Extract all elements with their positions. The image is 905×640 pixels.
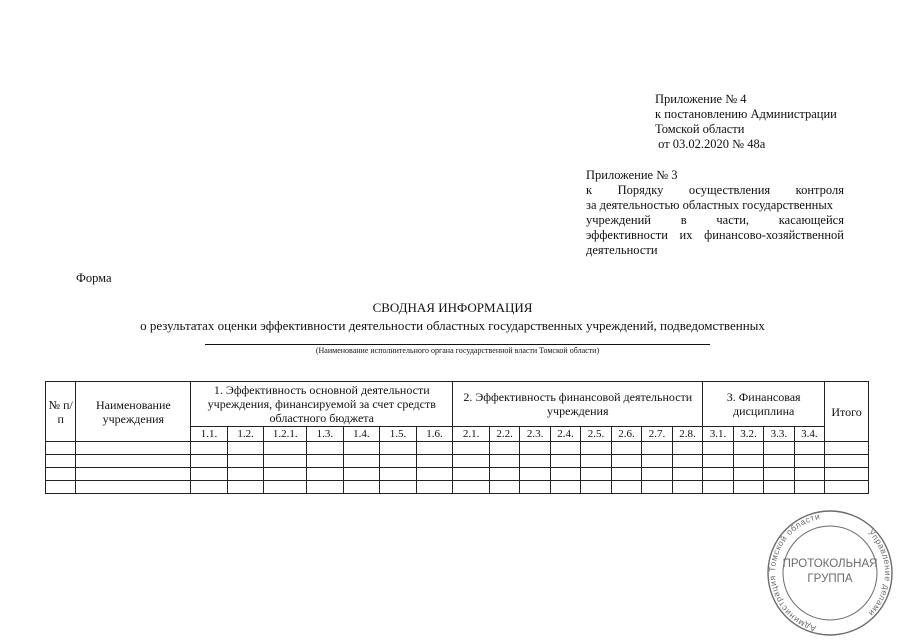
appendix-3-line: деятельности <box>586 243 658 257</box>
table-cell <box>264 468 307 481</box>
summary-table <box>45 381 869 494</box>
table-cell <box>227 481 264 494</box>
table-cell <box>550 455 580 468</box>
table-cell <box>611 442 641 455</box>
justified-word: к <box>586 183 593 197</box>
table-cell <box>380 468 417 481</box>
table-cell <box>672 481 703 494</box>
appendix-4-line: к постановлению Администрации <box>655 107 837 121</box>
table-cell <box>611 481 641 494</box>
justified-word: части, <box>716 213 750 227</box>
table-cell <box>733 468 763 481</box>
table-cell <box>380 442 417 455</box>
table-cell <box>825 455 869 468</box>
table-cell <box>794 481 825 494</box>
indicator-column-header: 1.2.1. <box>264 427 307 442</box>
table-cell <box>764 455 794 468</box>
indicator-column-header: 2.5. <box>581 427 611 442</box>
table-cell <box>416 442 453 455</box>
table-row <box>46 442 869 455</box>
indicator-column-header: 2.1. <box>453 427 490 442</box>
table-cell <box>46 442 76 455</box>
indicator-column-header: 1.1. <box>191 427 228 442</box>
indicator-column-header: 1.3. <box>307 427 344 442</box>
table-cell <box>191 481 228 494</box>
table-cell <box>307 442 344 455</box>
table-cell <box>642 481 672 494</box>
table-cell <box>550 468 580 481</box>
table-cell <box>672 468 703 481</box>
header-group-3: 3. Финансовая дисциплина <box>703 382 825 427</box>
table-cell <box>453 442 490 455</box>
justified-word: их <box>679 228 693 242</box>
table-cell <box>520 481 550 494</box>
table-cell <box>191 442 228 455</box>
indicator-column-header: 1.5. <box>380 427 417 442</box>
indicator-column-header: 3.4. <box>794 427 825 442</box>
table-cell <box>703 468 733 481</box>
table-cell <box>307 481 344 494</box>
table-cell <box>550 481 580 494</box>
table-cell <box>703 442 733 455</box>
table-cell <box>825 442 869 455</box>
table-cell <box>489 442 519 455</box>
justified-word: Порядку <box>617 183 664 197</box>
table-cell <box>343 455 380 468</box>
justified-word: касающейся <box>778 213 844 227</box>
table-cell <box>489 468 519 481</box>
indicator-column-header: 2.8. <box>672 427 703 442</box>
header-group-2: 2. Эффективность финансовой деятельности учреждения <box>453 382 703 427</box>
document-title: СВОДНАЯ ИНФОРМАЦИЯ <box>372 300 533 315</box>
table-cell <box>703 481 733 494</box>
table-cell <box>642 455 672 468</box>
indicator-column-header: 3.2. <box>733 427 763 442</box>
table-cell <box>733 481 763 494</box>
table-cell <box>453 468 490 481</box>
table-cell <box>581 481 611 494</box>
table-cell <box>672 455 703 468</box>
justified-word: финансово-хозяйственной <box>704 228 844 242</box>
table-cell <box>581 442 611 455</box>
table-cell <box>264 442 307 455</box>
table-cell <box>227 442 264 455</box>
table-cell <box>227 455 264 468</box>
table-cell <box>794 442 825 455</box>
table-cell <box>581 468 611 481</box>
table-cell <box>76 468 191 481</box>
appendix-3-line: Приложение № 3 <box>586 168 678 182</box>
table-cell <box>307 455 344 468</box>
table-cell <box>307 468 344 481</box>
indicator-column-header: 3.3. <box>764 427 794 442</box>
table-cell <box>416 455 453 468</box>
authority-name-line <box>205 344 710 345</box>
table-cell <box>453 481 490 494</box>
table-cell <box>489 481 519 494</box>
indicator-column-header: 2.3. <box>520 427 550 442</box>
official-stamp <box>760 506 900 636</box>
table-cell <box>764 442 794 455</box>
table-cell <box>489 455 519 468</box>
table-row <box>46 481 869 494</box>
table-cell <box>343 481 380 494</box>
appendix-4-line: Приложение № 4 <box>655 92 747 106</box>
appendix-3-justified-line <box>586 213 844 228</box>
table-header-row <box>46 382 869 427</box>
table-cell <box>343 468 380 481</box>
table-cell <box>611 468 641 481</box>
stamp-ring-text: Администрация Томской области <box>767 510 822 635</box>
indicator-column-header: 1.4. <box>343 427 380 442</box>
authority-name-caption: (Наименование исполнительного органа государственной власти Томской области) <box>315 346 600 355</box>
table-cell <box>733 442 763 455</box>
appendix-3-line: за деятельностью областных государственных <box>586 198 833 212</box>
document-subtitle: о результатах оценки эффективности деятельности областных государственных учреждений, подведомственных <box>140 318 765 333</box>
table-cell <box>76 481 191 494</box>
table-row <box>46 468 869 481</box>
appendix-3-header <box>586 168 844 258</box>
justified-word: осуществления <box>688 183 771 197</box>
justified-word: эффективности <box>586 228 668 242</box>
table-cell <box>520 455 550 468</box>
stamp-bottom-text: Управление делами <box>866 527 894 619</box>
table-cell <box>264 455 307 468</box>
justified-word: контроля <box>795 183 844 197</box>
header-group-1: 1. Эффективность основной деятельности учреждения, финансируемой за счет средств областного бюджета <box>191 382 453 427</box>
table-cell <box>343 442 380 455</box>
indicator-column-header: 2.7. <box>642 427 672 442</box>
stamp-center-line: ГРУППА <box>807 573 853 585</box>
justified-word: учреждений <box>586 213 651 227</box>
table-cell <box>642 442 672 455</box>
header-institution-name: Наименование учреждения <box>76 382 191 442</box>
table-cell <box>581 455 611 468</box>
table-cell <box>520 468 550 481</box>
table-cell <box>764 481 794 494</box>
table-cell <box>794 468 825 481</box>
table-cell <box>76 455 191 468</box>
table-cell <box>764 468 794 481</box>
table-cell <box>550 442 580 455</box>
table-cell <box>76 442 191 455</box>
table-cell <box>380 455 417 468</box>
table-cell <box>825 468 869 481</box>
table-cell <box>46 455 76 468</box>
stamp-center-line: ПРОТОКОЛЬНАЯ <box>782 558 878 570</box>
table-cell <box>453 455 490 468</box>
table-cell <box>416 481 453 494</box>
table-cell <box>380 481 417 494</box>
header-number: № п/п <box>46 382 76 442</box>
table-cell <box>191 455 228 468</box>
table-cell <box>733 455 763 468</box>
table-cell <box>46 481 76 494</box>
table-cell <box>794 455 825 468</box>
table-cell <box>416 468 453 481</box>
indicator-column-header: 3.1. <box>703 427 733 442</box>
indicator-column-header: 2.6. <box>611 427 641 442</box>
header-total: Итого <box>825 382 869 442</box>
table-cell <box>672 442 703 455</box>
table-cell <box>46 468 76 481</box>
indicator-column-header: 2.2. <box>489 427 519 442</box>
table-cell <box>703 455 733 468</box>
appendix-4-header <box>655 92 855 152</box>
appendix-3-justified-line <box>586 183 844 198</box>
table-cell <box>264 481 307 494</box>
table-cell <box>191 468 228 481</box>
table-cell <box>825 481 869 494</box>
indicator-column-header: 2.4. <box>550 427 580 442</box>
appendix-4-line: Томской области <box>655 122 745 136</box>
table-cell <box>520 442 550 455</box>
table-cell <box>611 455 641 468</box>
form-label: Форма <box>76 271 112 285</box>
table-cell <box>227 468 264 481</box>
table-row <box>46 455 869 468</box>
appendix-3-justified-line <box>586 228 844 243</box>
indicator-column-header: 1.2. <box>227 427 264 442</box>
appendix-4-line: от 03.02.2020 № 48а <box>655 137 766 151</box>
svg-text:Управление делами <box>866 527 893 618</box>
table-cell <box>642 468 672 481</box>
justified-word: в <box>680 213 687 227</box>
indicator-column-header: 1.6. <box>416 427 453 442</box>
